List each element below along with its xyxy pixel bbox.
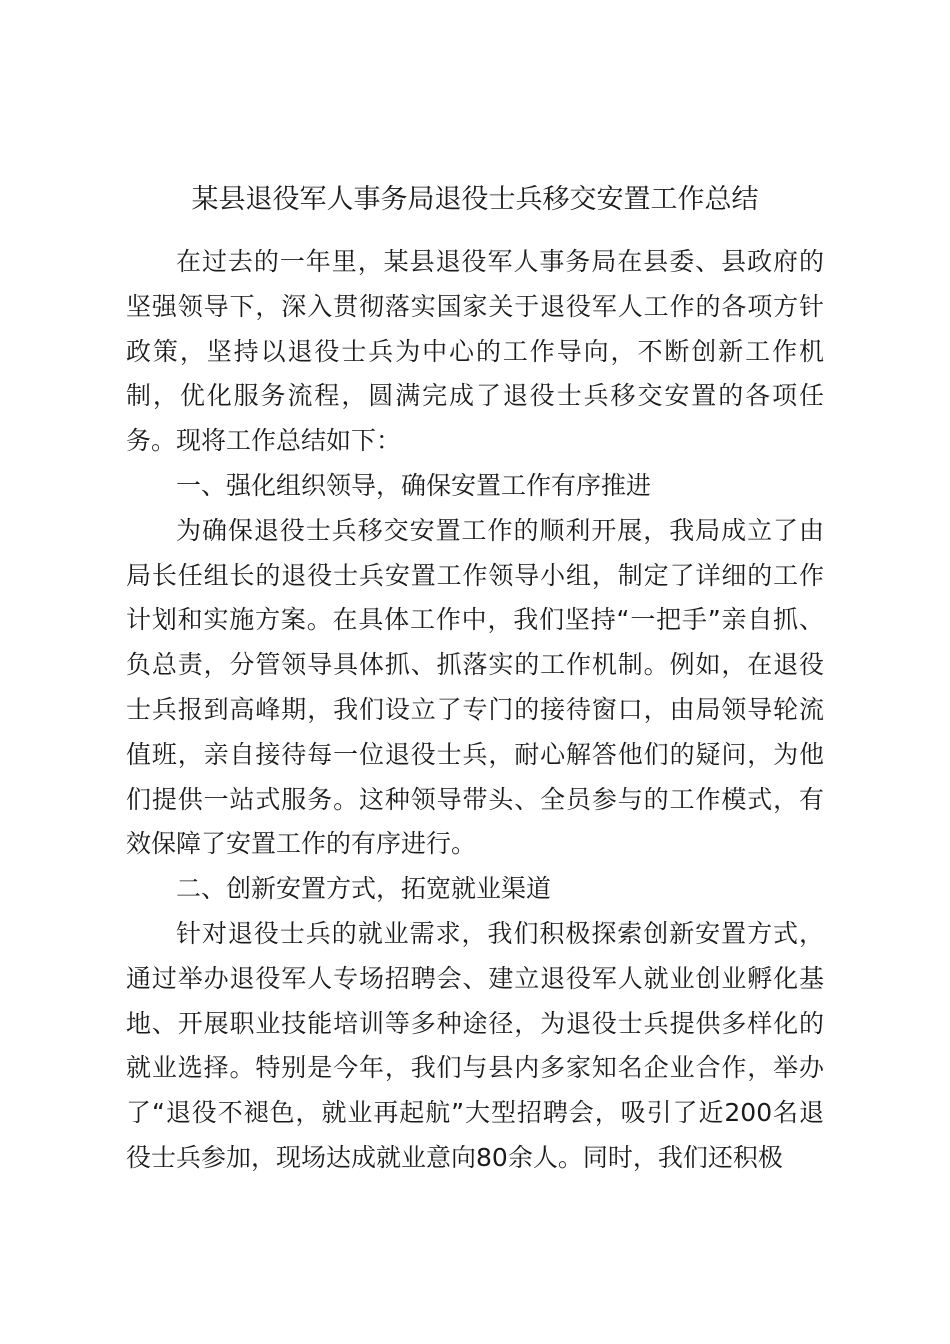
document-body [126, 240, 824, 1181]
section-1-paragraph: 为确保退役士兵移交安置工作的顺利开展，我局成立了由局长任组长的退役士兵安置工作领导小组，制定了详细的工作计划和实施方案。在具体工作中，我们坚持“一把手”亲自抓、负总责，分管领导具体抓、抓落实的工作机制。例如，在退役士兵报到高峰期，我们设立了专门的接待窗口，由局领导轮流值班，亲自接待每一位退役士兵，耐心解答他们的疑问，为他们提供一站式服务。这种领导带头、全员参与的工作模式，有效保障了安置工作的有序进行。 [126, 515, 824, 859]
intro-paragraph: 在过去的一年里，某县退役军人事务局在县委、县政府的坚强领导下，深入贯彻落实国家关于退役军人工作的各项方针政策，坚持以退役士兵为中心的工作导向，不断创新工作机制，优化服务流程，圆满完成了退役士兵移交安置的各项任务。现将工作总结如下： [126, 247, 824, 456]
document-title: 某县退役军人事务局退役士兵移交安置工作总结 [191, 184, 759, 215]
section-heading-2: 二、创新安置方式，拓宽就业渠道 [176, 874, 552, 904]
section-heading-1: 一、强化组织领导，确保安置工作有序推进 [176, 470, 652, 500]
section-2-paragraph: 针对退役士兵的就业需求，我们积极探索创新安置方式，通过举办退役军人专场招聘会、建立退役军人就业创业孵化基地、开展职业技能培训等多种途径，为退役士兵提供多样化的就业选择。特别是今年，我们与县内多家知名企业合作，举办了“退役不褪色，就业再起航”大型招聘会，吸引了近200名退役士兵参加，现场达成就业意向80余人。同时，我们还积极 [126, 918, 824, 1172]
